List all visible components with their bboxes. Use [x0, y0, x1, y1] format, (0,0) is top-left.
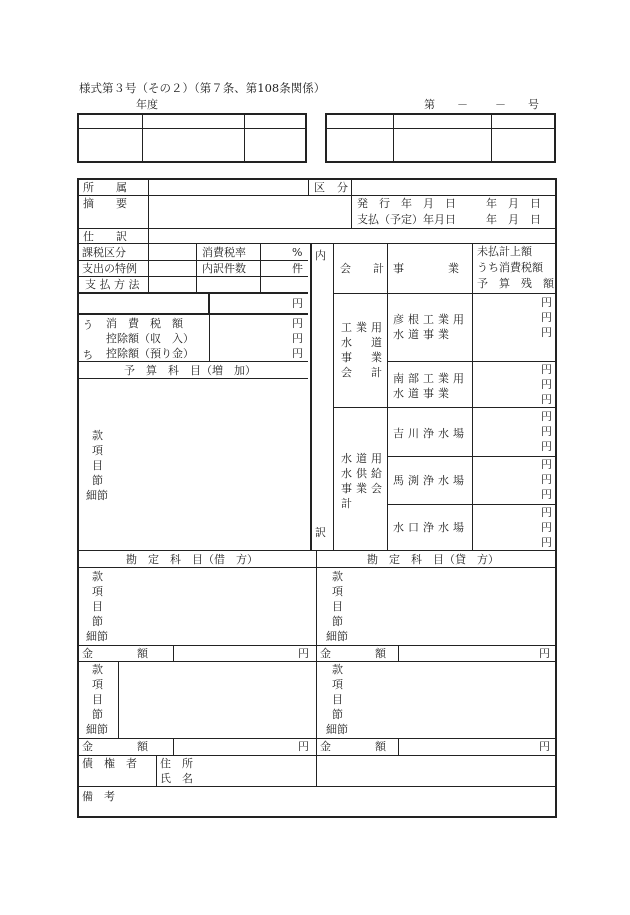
yoshikawa-yen-2: 円: [541, 425, 552, 438]
form-title: 様式第３号（その２）（第７条、第108条関係）: [79, 81, 326, 95]
total-yen: 円: [292, 297, 303, 310]
kashi2-kan: 款: [332, 663, 343, 676]
mibarai-header: 未払計上額: [477, 245, 532, 258]
shimei-label: 氏 名: [160, 772, 193, 785]
percent-unit: %: [292, 246, 303, 259]
kashi-kamoku-header: 勘 定 科 目（貸 方）: [367, 553, 499, 566]
uchi-shohi-header: うち消費税額: [477, 261, 543, 274]
main-form: [77, 178, 557, 818]
kari2-kan: 款: [92, 663, 103, 676]
kazei-label: 課税区分: [82, 246, 126, 259]
biko-label: 備 考: [82, 790, 115, 803]
shohizei-yen: 円: [292, 317, 303, 330]
hikone-line2: 水道事業: [393, 328, 453, 341]
yosan-kamoku-label: 予 算 科 目（増 加）: [124, 364, 256, 377]
kojo-shunyu-label: 控除額（収 入）: [106, 332, 194, 345]
yosan-kou: 項: [92, 444, 103, 457]
nanbu-yen-1: 円: [541, 363, 552, 376]
fiscal-year-label: 年度: [136, 98, 158, 111]
kashi2-kingaku-yen: 円: [539, 740, 550, 753]
minakuchi-yen-2: 円: [541, 521, 552, 534]
minakuchi-label: 水口浄水場: [393, 521, 468, 534]
hikone-yen-2: 円: [541, 311, 552, 324]
kogyo-kaikei-line4: 会 計: [341, 366, 386, 379]
kashi-saisetsu: 細節: [326, 630, 348, 643]
kari-kingaku-yen: 円: [298, 647, 309, 660]
mabuchi-label: 馬渕浄水場: [393, 474, 468, 487]
mabuchi-yen-3: 円: [541, 488, 552, 501]
yosan-kan: 款: [92, 429, 103, 442]
number-dash-1: －: [457, 98, 468, 111]
kashi2-kingaku-label: 金 額: [320, 740, 386, 753]
shohi-rate-label: 消費税率: [202, 246, 246, 259]
shohizei-label: 消 費 税 額: [106, 317, 183, 330]
shiharai-date: 年 月 日: [486, 213, 541, 226]
jigyo-header: 事 業: [393, 262, 459, 275]
shishutsu-label: 支出の特例: [82, 262, 137, 275]
hakko-date: 年 月 日: [486, 197, 541, 210]
shiwake-label: 仕 訳: [83, 230, 127, 243]
approval-box-left: [77, 113, 307, 163]
mabuchi-yen-2: 円: [541, 473, 552, 486]
tekiyo-label: 摘 要: [83, 197, 127, 210]
kashi2-kou: 項: [332, 678, 343, 691]
kashi2-setsu: 節: [332, 708, 343, 721]
yosan-setsu: 節: [92, 474, 103, 487]
ku-label: 区: [314, 181, 325, 194]
yosan-moku: 目: [92, 459, 103, 472]
ken-unit: 件: [292, 262, 303, 275]
kogyo-kaikei-line2: 水 道: [341, 336, 386, 349]
kari-moku: 目: [92, 600, 103, 613]
saiken-label: 債 権 者: [82, 757, 137, 770]
kashi-kingaku-yen: 円: [539, 647, 550, 660]
uchiwake-label-top: 内: [315, 249, 326, 262]
kojo-azukari-label: 控除額（預り金）: [106, 347, 194, 360]
mabuchi-yen-1: 円: [541, 458, 552, 471]
shiharai-hoho-label: 支 払 方 法: [85, 278, 140, 291]
number-dash-2: －: [495, 98, 506, 111]
suido-kaikei-line4: 計: [341, 497, 356, 510]
kari2-setsu: 節: [92, 708, 103, 721]
yosan-saisetsu: 細節: [86, 489, 108, 502]
nanbu-yen-2: 円: [541, 378, 552, 391]
kari-kan: 款: [92, 570, 103, 583]
minakuchi-yen-3: 円: [541, 536, 552, 549]
kari2-kingaku-yen: 円: [298, 740, 309, 753]
nanbu-line1: 南部工業用: [393, 372, 468, 385]
yoshikawa-yen-1: 円: [541, 410, 552, 423]
suido-kaikei-line1: 水道用: [341, 452, 386, 465]
kaikei-header: 会 計: [340, 262, 384, 275]
jusho-label: 住 所: [160, 757, 193, 770]
kogyo-kaikei-line3: 事 業: [341, 351, 386, 364]
hikone-yen-3: 円: [541, 326, 552, 339]
kashi-kingaku-label: 金 額: [320, 647, 386, 660]
number-dai: 第: [424, 98, 435, 111]
nanbu-yen-3: 円: [541, 393, 552, 406]
bun-label: 分: [337, 181, 348, 194]
kojo-azukari-yen: 円: [292, 347, 303, 360]
shiharai-date-label: 支払（予定）年月日: [357, 213, 456, 226]
kari2-moku: 目: [92, 693, 103, 706]
uchiwake-label-bottom: 訳: [315, 526, 326, 539]
uchi-label: う ち: [81, 319, 94, 364]
kogyo-kaikei-line1: 工業用: [341, 321, 386, 334]
kashi-moku: 目: [332, 600, 343, 613]
kashi-setsu: 節: [332, 615, 343, 628]
nanbu-line2: 水道事業: [393, 387, 453, 400]
kari2-saisetsu: 細節: [86, 723, 108, 736]
hikone-yen-1: 円: [541, 296, 552, 309]
kari-saisetsu: 細節: [86, 630, 108, 643]
hikone-line1: 彦根工業用: [393, 313, 468, 326]
kari-kamoku-header: 勘 定 科 目（借 方）: [126, 553, 258, 566]
shozoku-label: 所 属: [83, 181, 127, 194]
kari2-kingaku-label: 金 額: [82, 740, 148, 753]
kari-setsu: 節: [92, 615, 103, 628]
kari-kou: 項: [92, 585, 103, 598]
kashi-kou: 項: [332, 585, 343, 598]
minakuchi-yen-1: 円: [541, 506, 552, 519]
approval-box-right: [325, 113, 556, 163]
suido-kaikei-line2: 水供給: [341, 467, 386, 480]
uchiwake-count-label: 内訳件数: [202, 262, 246, 275]
kashi2-saisetsu: 細節: [326, 723, 348, 736]
hakko-label: 発 行 年 月 日: [357, 197, 456, 210]
suido-kaikei-line3: 事業会: [341, 482, 386, 495]
kashi-kan: 款: [332, 570, 343, 583]
kari2-kou: 項: [92, 678, 103, 691]
kari-kingaku-label: 金 額: [82, 647, 148, 660]
kojo-shunyu-yen: 円: [292, 332, 303, 345]
yosan-zan-header: 予 算 残 額: [477, 277, 554, 290]
yoshikawa-yen-3: 円: [541, 440, 552, 453]
kashi2-moku: 目: [332, 693, 343, 706]
yoshikawa-label: 吉川浄水場: [393, 427, 468, 440]
number-go: 号: [528, 98, 539, 111]
